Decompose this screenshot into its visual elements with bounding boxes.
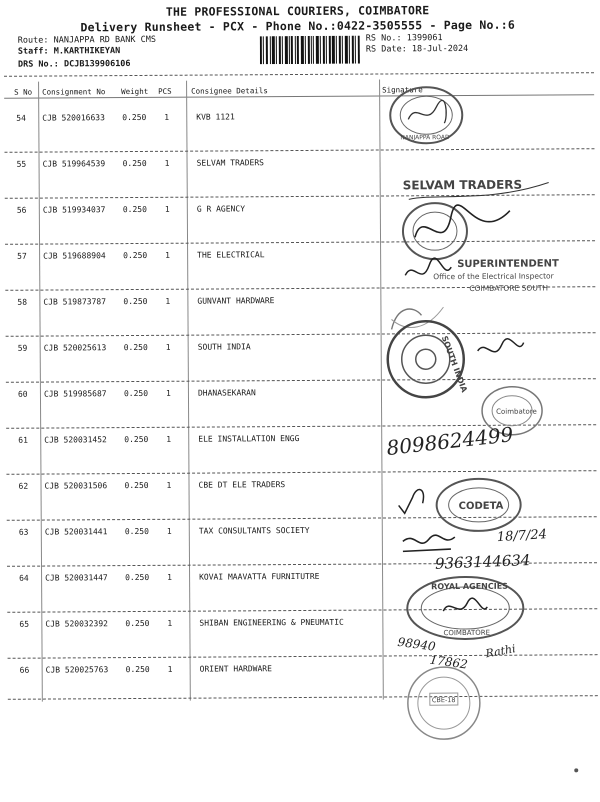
col-weight: Weight xyxy=(121,86,149,97)
row-consignment: CJB 520025763 xyxy=(45,665,109,675)
cbe18-stamp-text: CBE-18 xyxy=(431,696,456,705)
row-consignee: ELE INSTALLATION ENGG xyxy=(198,434,300,444)
row-weight: 0.250 xyxy=(122,158,147,169)
electrical-inspector-stamp xyxy=(399,250,589,297)
row-pcs: 1 xyxy=(166,480,172,490)
row-sno: 63 xyxy=(18,527,29,537)
row-pcs: 1 xyxy=(164,112,170,122)
row-sno: 64 xyxy=(19,573,29,583)
kvb-stamp xyxy=(386,83,466,147)
row-consignee: THE ELECTRICAL xyxy=(197,250,265,260)
row-consignee: SOUTH INDIA xyxy=(197,342,251,352)
col-consignment: Consignment No xyxy=(42,87,106,97)
row-sno: 61 xyxy=(18,435,28,445)
row-consignment: CJB 520031441 xyxy=(44,527,108,537)
handwritten-number-2: 17862 xyxy=(428,652,469,672)
royal-stamp-text: ROYAL AGENCIES xyxy=(431,581,508,592)
row-pcs: 1 xyxy=(165,388,171,398)
handwritten-phone-2: 9363144634 xyxy=(434,550,531,573)
row-sno: 56 xyxy=(16,205,27,215)
row-weight: 0.250 xyxy=(122,112,147,123)
row-weight: 0.250 xyxy=(123,250,148,261)
row-sno: 65 xyxy=(19,619,30,629)
royal-agencies-stamp xyxy=(403,573,527,644)
row-weight: 0.250 xyxy=(124,526,149,537)
row-pcs: 1 xyxy=(166,434,172,444)
row-consignment: CJB 519964539 xyxy=(42,159,106,169)
row-consignee: SHIBAN ENGINEERING & PNEUMATIC xyxy=(199,617,344,628)
drs-number: DRS No.: DCJB139906106 xyxy=(17,59,131,70)
row-pcs: 1 xyxy=(165,342,171,352)
barcode xyxy=(260,36,360,65)
row-pcs: 1 xyxy=(166,526,172,536)
row-pcs: 1 xyxy=(164,158,170,168)
runsheet-subtitle: Delivery Runsheet - PCX - Phone No.:0422-3505555 - Page No.:6 xyxy=(80,17,516,35)
row-consignment: CJB 519873787 xyxy=(43,297,107,307)
tax-consultants-signature xyxy=(399,527,459,557)
col-sno: S No xyxy=(14,87,33,97)
row-sno: 55 xyxy=(16,159,27,169)
row-consignment: CJB 519985687 xyxy=(43,389,107,399)
stamp-superintendent: SUPERINTENDENT xyxy=(457,258,559,271)
row-consignee: TAX CONSULTANTS SOCIETY xyxy=(198,525,310,536)
row-consignee: GUNVANT HARDWARE xyxy=(197,296,275,306)
row-consignment: CJB 520031447 xyxy=(45,573,108,583)
row-consignee: KVB 1121 xyxy=(196,112,235,122)
cbe18-stamp xyxy=(394,663,494,742)
row-weight: 0.250 xyxy=(122,204,147,215)
table-row xyxy=(0,102,598,152)
row-consignee: G R AGENCY xyxy=(196,204,246,214)
codeta-stamp xyxy=(396,475,526,536)
row-consignment: CJB 519688904 xyxy=(43,251,106,261)
row-weight: 0.250 xyxy=(124,434,149,445)
header-rule xyxy=(4,72,594,77)
row-weight: 0.250 xyxy=(123,296,148,307)
row-sno: 58 xyxy=(17,297,28,307)
col-consignee: Consignee Details xyxy=(191,86,268,96)
row-pcs: 1 xyxy=(167,618,173,628)
row-consignee: DHANASEKARAN xyxy=(197,388,256,398)
row-consignment: CJB 520031506 xyxy=(44,481,108,491)
scan-speck xyxy=(574,768,578,772)
row-consignment: CJB 519934037 xyxy=(42,205,106,215)
row-consignee: SELVAM TRADERS xyxy=(196,158,265,168)
handwritten-name: Rathi xyxy=(484,642,517,661)
row-consignment: CJB 520032392 xyxy=(45,619,109,629)
handwritten-phone-1: 8098624499 xyxy=(385,422,515,461)
staff-label: Staff: M.KARTHIKEYAN xyxy=(17,46,121,57)
row-weight: 0.250 xyxy=(125,572,150,583)
route-label: Route: NANJAPPA RD BANK CMS xyxy=(17,34,156,46)
row-sno: 57 xyxy=(17,251,27,261)
row-pcs: 1 xyxy=(164,204,170,214)
row-pcs: 1 xyxy=(167,664,173,674)
row-sno: 59 xyxy=(17,343,28,353)
stamp-cbe-south: COIMBATORE SOUTH xyxy=(469,283,549,293)
row-pcs: 1 xyxy=(165,250,170,260)
company-title: THE PROFESSIONAL COURIERS, COIMBATORE xyxy=(165,3,430,19)
row-pcs: 1 xyxy=(165,296,171,306)
codeta-stamp-text: CODETA xyxy=(458,500,504,513)
rs-date: RS Date: 18-Jul-2024 xyxy=(365,43,469,55)
south-india-stamp-text: SOUTH INDIA xyxy=(439,334,469,394)
row-consignee: ORIENT HARDWARE xyxy=(199,664,272,674)
row-weight: 0.250 xyxy=(123,388,149,399)
row-weight: 0.250 xyxy=(125,618,150,629)
row-weight: 0.250 xyxy=(124,480,149,491)
row-weight: 0.250 xyxy=(125,664,150,675)
royal-stamp-city: COIMBATORE xyxy=(443,628,491,638)
handwritten-date: 18/7/24 xyxy=(496,527,548,546)
row-consignment: CJB 520031452 xyxy=(44,435,107,445)
row-sno: 54 xyxy=(16,113,26,123)
coimbatore-stamp-text: Coimbatore xyxy=(496,407,537,416)
row-consignee: KOVAI MAAVATTA FURNITUTRE xyxy=(199,571,320,582)
selvam-stamp-text: SELVAM TRADERS xyxy=(402,177,523,193)
row-sno: 60 xyxy=(17,389,28,399)
row-consignment: CJB 520025613 xyxy=(43,343,107,353)
kvb-stamp-text: NANJAPPA ROAD xyxy=(400,134,450,142)
col-signature: Signature xyxy=(382,85,423,95)
row-consignment: CJB 520016633 xyxy=(42,113,105,123)
rs-number: RS No.: 1399061 xyxy=(365,33,443,44)
col-pcs: PCS xyxy=(158,86,172,96)
table-row xyxy=(2,654,600,704)
row-sno: 62 xyxy=(18,481,29,491)
row-pcs: 1 xyxy=(167,572,172,582)
stamp-office: Office of the Electrical Inspector xyxy=(433,271,554,282)
row-consignee: CBE DT ELE TRADERS xyxy=(198,480,286,490)
handwritten-number-1: 98940 xyxy=(396,634,437,654)
row-sno: 66 xyxy=(19,665,30,675)
row-weight: 0.250 xyxy=(123,342,148,353)
